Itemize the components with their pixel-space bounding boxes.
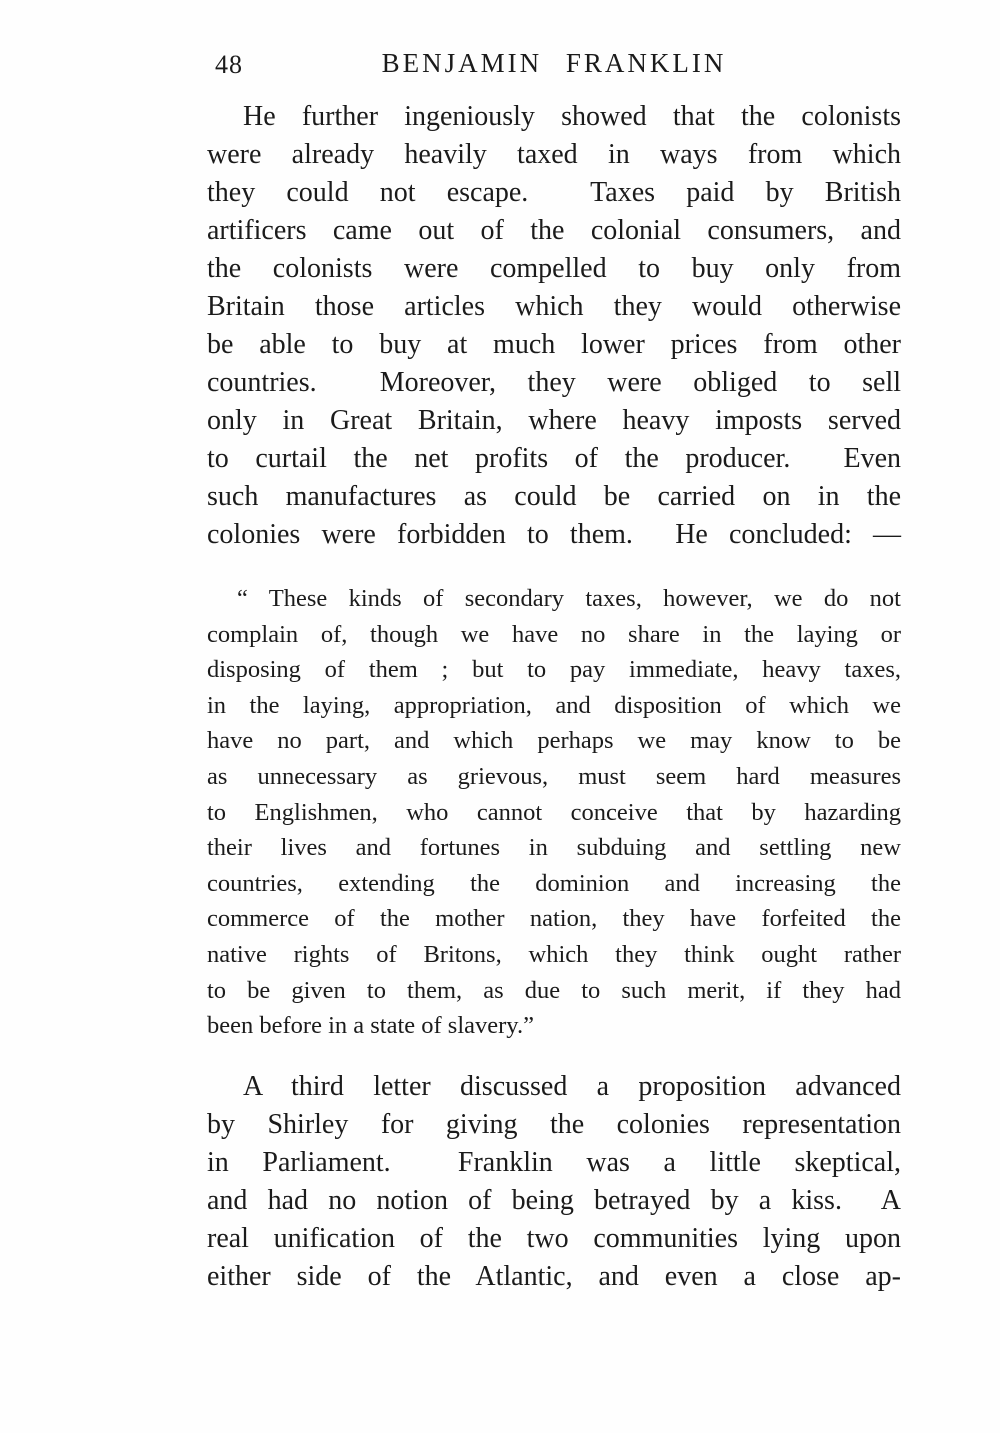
text-line: “ These kinds of secondary taxes, however, we do not: [237, 585, 901, 612]
text-line: and had no notion of being betrayed by a kiss. A: [207, 1184, 901, 1216]
text-line: to be given to them, as due to such merit, if they had: [207, 976, 901, 1004]
text-line: artificers came out of the colonial consumers, and: [207, 215, 901, 246]
text-line: countries. Moreover, they were obliged to sell: [207, 367, 901, 398]
text-line: native rights of Britons, which they think ought rather: [207, 940, 901, 968]
text-line: only in Great Britain, where heavy imposts served: [207, 405, 901, 436]
block-quote: [207, 581, 901, 1044]
text-line: He further ingeniously showed that the colonists: [243, 101, 901, 132]
paragraph-1: [207, 98, 901, 554]
text-line: were already heavily taxed in ways from which: [207, 139, 901, 170]
text-line: been before in a state of slavery.”: [207, 1012, 534, 1040]
text-line: disposing of them ; but to pay immediate, heavy taxes,: [207, 656, 901, 684]
text-line: Britain those articles which they would otherwise: [207, 291, 901, 322]
running-header: BENJAMIN FRANKLIN: [381, 48, 727, 78]
paragraph-2: [207, 1068, 901, 1296]
text-block: [207, 98, 901, 1296]
text-line: colonies were forbidden to them. He concluded: —: [207, 519, 901, 550]
text-line: countries, extending the dominion and increasing the: [207, 869, 901, 897]
text-line: such manufactures as could be carried on in the: [207, 481, 901, 512]
text-line: have no part, and which perhaps we may know to be: [207, 727, 901, 755]
text-line: their lives and fortunes in subduing and settling new: [207, 834, 901, 862]
text-line: by Shirley for giving the colonies representation: [207, 1108, 901, 1140]
text-line: the colonists were compelled to buy only from: [207, 253, 901, 284]
text-line: either side of the Atlantic, and even a close ap-: [207, 1260, 901, 1292]
text-line: to Englishmen, who cannot conceive that by hazarding: [207, 798, 901, 826]
text-line: A third letter discussed a proposition advanced: [243, 1070, 901, 1102]
text-line: in Parliament. Franklin was a little skeptical,: [207, 1146, 901, 1178]
text-line: complain of, though we have no share in the laying or: [207, 620, 901, 648]
text-line: real unification of the two communities lying upon: [207, 1222, 901, 1254]
text-line: to curtail the net profits of the producer. Even: [207, 443, 901, 474]
text-line: be able to buy at much lower prices from other: [207, 329, 901, 360]
text-line: as unnecessary as grievous, must seem hard measures: [207, 762, 901, 790]
page-number: 48: [215, 50, 243, 79]
page-header: [207, 48, 901, 80]
text-line: commerce of the mother nation, they have forfeited the: [207, 905, 901, 933]
text-line: they could not escape. Taxes paid by British: [207, 177, 901, 208]
text-line: in the laying, appropriation, and disposition of which we: [207, 691, 901, 719]
